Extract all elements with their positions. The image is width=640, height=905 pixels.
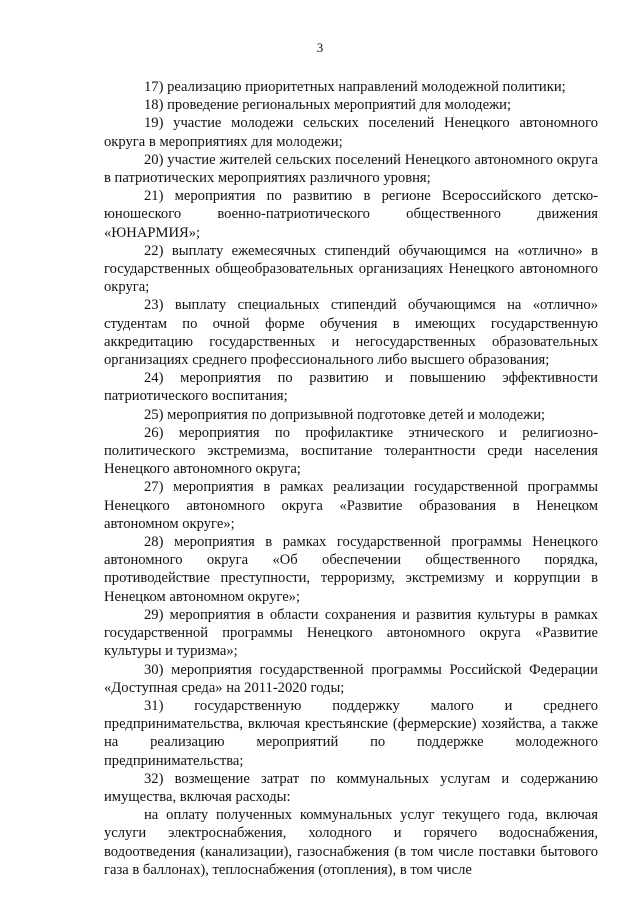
page-number: 3: [316, 40, 324, 55]
paragraph-item-30: 30) мероприятия государственной программы Российской Федерации «Доступная среда» на 2011-2020 годы;: [104, 661, 598, 696]
paragraph-item-31: 31) государственную поддержку малого и среднего предпринимательства, включая крестьянские (фермерские) хозяйства, а также на реализацию мероприятий по поддержке молодежного предпринимательства;: [104, 697, 598, 769]
paragraph-item-32: 32) возмещение затрат по коммунальных услугам и содержанию имущества, включая расходы:: [104, 770, 598, 805]
document-body: [104, 78, 598, 879]
paragraph-item-22: 22) выплату ежемесячных стипендий обучающимся на «отлично» в государственных общеобразовательных организациях Ненецкого автономного округа;: [104, 242, 598, 296]
paragraph-item-21: 21) мероприятия по развитию в регионе Всероссийского детско-юношеского военно-патриотического общественного движения «ЮНАРМИЯ»;: [104, 188, 598, 241]
paragraph-item-20: 20) участие жителей сельских поселений Ненецкого автономного округа в патриотических мероприятиях различного уровня;: [104, 151, 598, 187]
paragraph-item-29: 29) мероприятия в области сохранения и развития культуры в рамках государственной программы Ненецкого автономного округа «Развитие культуры и туризма»;: [104, 606, 598, 660]
paragraph-item-23: 23) выплату специальных стипендий обучающимся на «отлично» студентам по очной форме обучения в имеющих государственную аккредитацию государственных и негосударственных образовательных организациях среднего профессионального либо высшего образования;: [104, 297, 598, 369]
paragraph-utilities-detail: на оплату полученных коммунальных услуг текущего года, включая услуги электроснабжения, холодного и горячего водоснабжения, водоотведения (канализации), газоснабжения (в том числе поставки бытового газа в баллонах), теплоснабжения (отопления), в том числе: [104, 807, 598, 878]
paragraph-item-19: 19) участие молодежи сельских поселений Ненецкого автономного округа в мероприятиях для молодежи;: [104, 115, 598, 150]
paragraph-item-27: 27) мероприятия в рамках реализации государственной программы Ненецкого автономного округа «Развитие образования в Ненецком автономном округе»;: [104, 479, 598, 532]
paragraph-item-26: 26) мероприятия по профилактике этнического и религиозно-политического экстремизма, воспитание толерантности среди населения Ненецкого автономного округа;: [104, 424, 598, 478]
paragraph-item-17: 17) реализацию приоритетных направлений молодежной политики;: [144, 79, 566, 95]
paragraph-item-18: 18) проведение региональных мероприятий для молодежи;: [144, 97, 512, 114]
paragraph-item-24: 24) мероприятия по развитию и повышению эффективности патриотического воспитания;: [104, 370, 598, 405]
paragraph-item-28: 28) мероприятия в рамках государственной программы Ненецкого автономного округа «Об обеспечении общественного порядка, противодействие преступности, терроризму, экстремизму и коррупции в Ненецком автономном округе»;: [104, 534, 598, 605]
paragraph-item-25: 25) мероприятия по допризывной подготовке детей и молодежи;: [144, 406, 546, 423]
